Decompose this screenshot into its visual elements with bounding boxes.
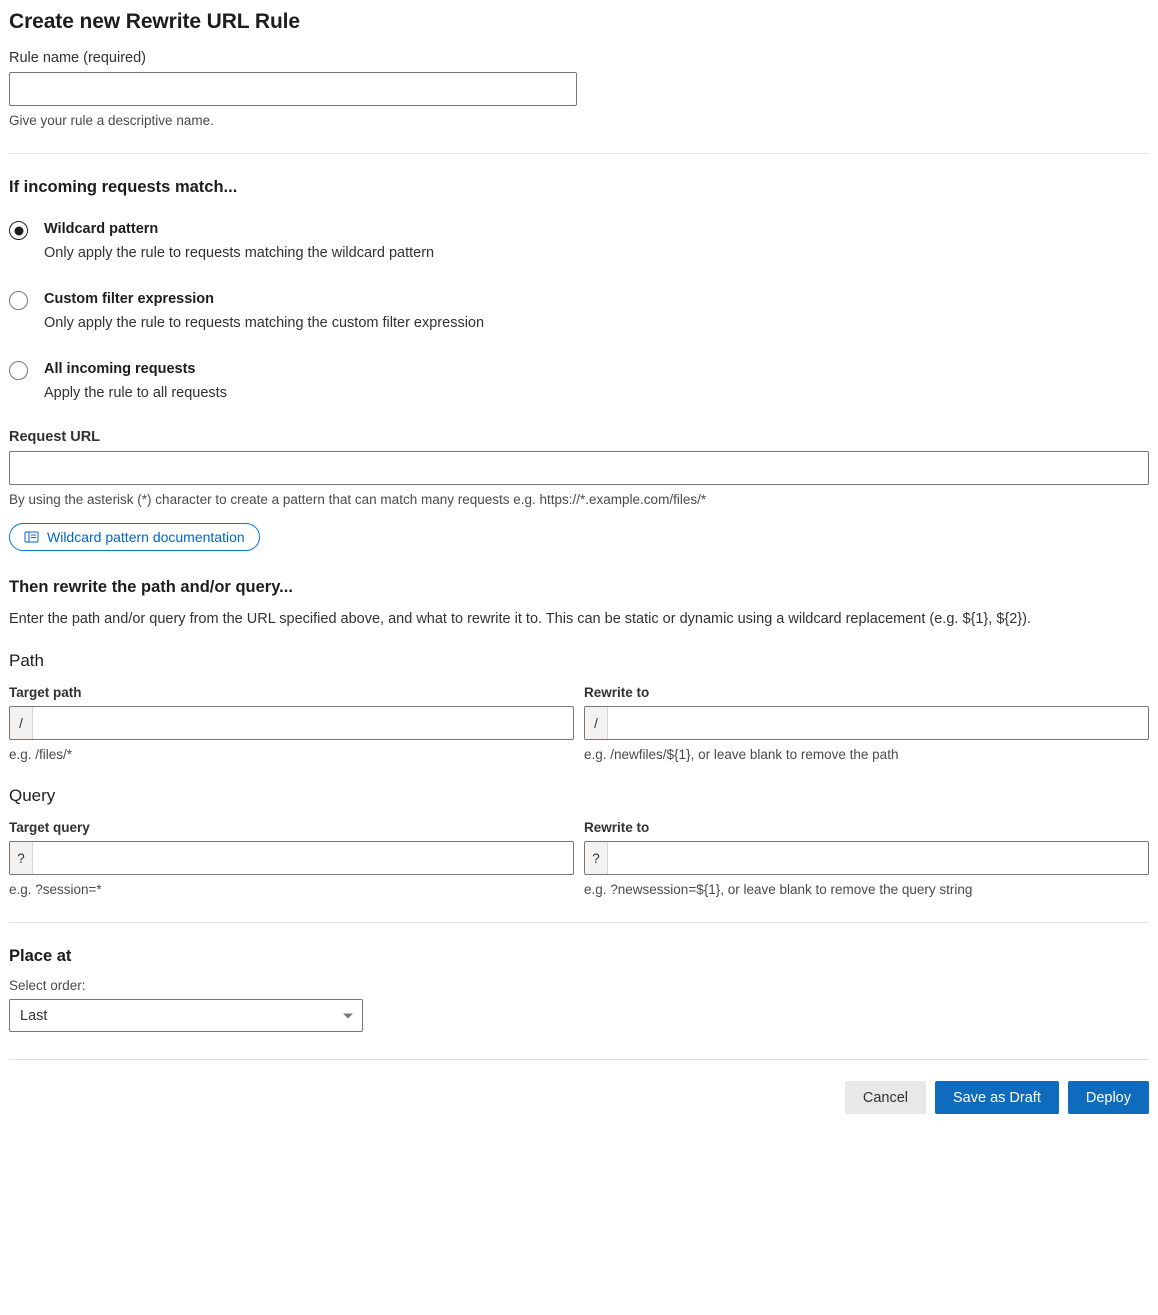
query-target-col [9, 806, 574, 897]
select-order-label: Select order: [9, 978, 86, 994]
radio-custom-filter-expression-desc: Only apply the rule to requests matching the custom filter expression [44, 315, 485, 332]
rewrite-url-rule-page [0, 10, 1158, 1130]
target-query-input[interactable] [33, 842, 573, 874]
radio-all-incoming-requests-title: All incoming requests [44, 361, 196, 378]
query-rewrite-to-input[interactable] [608, 842, 1148, 874]
path-rewrite-to-label: Rewrite to [584, 685, 650, 701]
rule-name-label: Rule name (required) [9, 50, 147, 66]
path-rewrite-to-input[interactable] [608, 707, 1148, 739]
target-path-prefix: / [10, 707, 33, 739]
radio-option-custom-filter-expression[interactable] [9, 289, 1149, 334]
radio-custom-filter-expression-icon[interactable] [9, 291, 28, 310]
path-rewrite-col [584, 671, 1149, 762]
radio-option-all-incoming-requests[interactable] [9, 359, 1149, 404]
query-rewrite-to-label: Rewrite to [584, 820, 650, 836]
section-divider [9, 153, 1149, 154]
query-row [9, 806, 1149, 897]
target-query-field[interactable] [9, 841, 574, 875]
target-path-field[interactable] [9, 706, 574, 740]
place-at-divider [9, 922, 1149, 923]
radio-all-incoming-requests-desc: Apply the rule to all requests [44, 385, 227, 402]
target-path-label: Target path [9, 685, 82, 701]
target-path-input[interactable] [33, 707, 573, 739]
path-target-col [9, 671, 574, 762]
rewrite-section-description: Enter the path and/or query from the URL specified above, and what to rewrite it to. This can be static or dynamic using a wildcard replacement (e.g. ${1}, ${2}). [9, 611, 1032, 628]
radio-wildcard-pattern-icon[interactable] [9, 221, 28, 240]
query-rewrite-col [584, 806, 1149, 897]
cancel-button[interactable]: Cancel [845, 1081, 926, 1114]
rewrite-section-heading: Then rewrite the path and/or query... [9, 578, 293, 597]
radio-all-incoming-requests-icon[interactable] [9, 361, 28, 380]
target-query-hint: e.g. ?session=* [9, 882, 102, 898]
select-order-dropdown[interactable] [9, 999, 363, 1032]
path-rewrite-to-field[interactable] [584, 706, 1149, 740]
request-url-help: By using the asterisk (*) character to create a pattern that can match many requests e.g. https://*.example.com/files/* [9, 492, 707, 508]
path-rewrite-to-prefix: / [585, 707, 608, 739]
query-rewrite-to-prefix: ? [585, 842, 608, 874]
request-url-input[interactable] [9, 451, 1149, 485]
radio-wildcard-pattern-title: Wildcard pattern [44, 221, 159, 237]
place-at-heading: Place at [9, 947, 72, 966]
match-radio-group [9, 219, 1149, 404]
book-icon [24, 530, 39, 544]
deploy-button[interactable]: Deploy [1068, 1081, 1149, 1114]
target-query-label: Target query [9, 820, 90, 836]
query-rewrite-to-hint: e.g. ?newsession=${1}, or leave blank to remove the query string [584, 882, 973, 898]
match-section-heading: If incoming requests match... [9, 178, 238, 196]
footer-divider [9, 1059, 1149, 1060]
wildcard-pattern-documentation-label: Wildcard pattern documentation [47, 529, 245, 546]
save-as-draft-button[interactable]: Save as Draft [935, 1081, 1059, 1114]
select-order-value[interactable]: Last [9, 999, 363, 1032]
wildcard-pattern-documentation-button[interactable] [9, 523, 260, 551]
rule-name-help: Give your rule a descriptive name. [9, 113, 214, 128]
target-path-hint: e.g. /files/* [9, 747, 73, 763]
request-url-label: Request URL [9, 429, 101, 446]
path-rewrite-to-hint: e.g. /newfiles/${1}, or leave blank to remove the path [584, 747, 899, 763]
radio-custom-filter-expression-title: Custom filter expression [44, 291, 215, 308]
query-rewrite-to-field[interactable] [584, 841, 1149, 875]
radio-wildcard-pattern-desc: Only apply the rule to requests matching the wildcard pattern [44, 245, 435, 262]
query-heading: Query [9, 786, 56, 806]
radio-option-wildcard-pattern[interactable] [9, 219, 1149, 264]
rule-name-input[interactable] [9, 72, 577, 106]
path-row [9, 671, 1149, 762]
path-heading: Path [9, 651, 44, 671]
footer-actions [9, 1081, 1149, 1130]
target-query-prefix: ? [10, 842, 33, 874]
page-title: Create new Rewrite URL Rule [9, 10, 300, 33]
